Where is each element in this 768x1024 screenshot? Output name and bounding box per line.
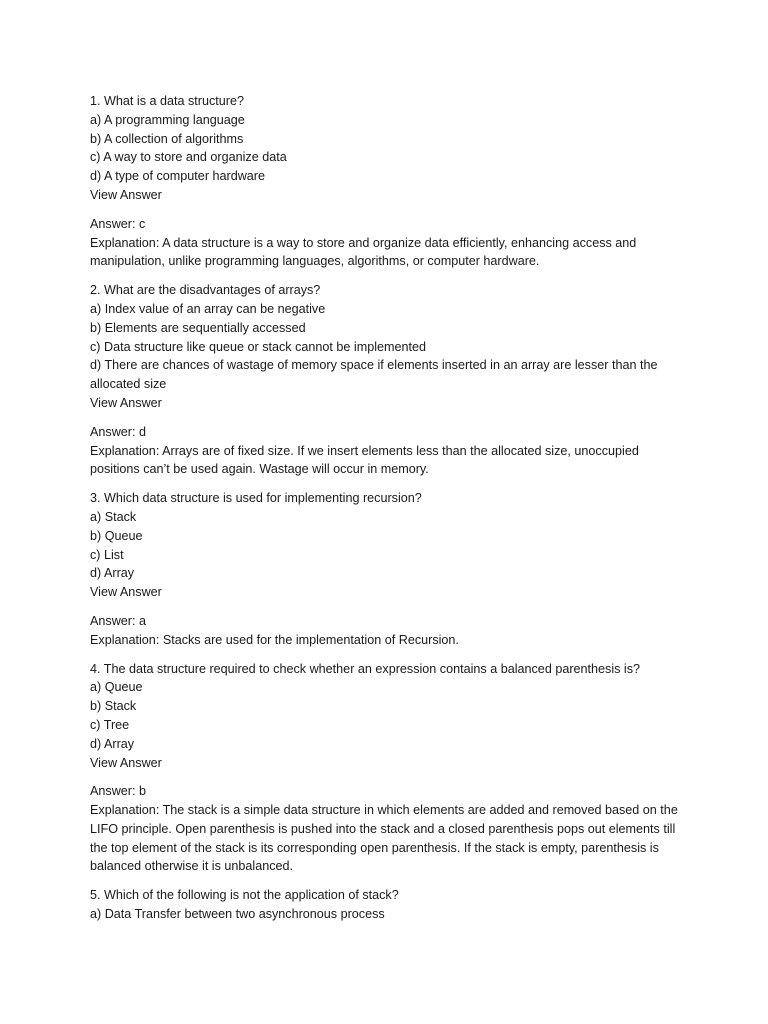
answer-block <box>90 215 690 271</box>
question-text: 3. Which data structure is used for implementing recursion? <box>90 491 422 506</box>
option-d: d) Array <box>90 736 135 751</box>
option-c: c) A way to store and organize data <box>90 150 287 165</box>
question-text: 2. What are the disadvantages of arrays? <box>90 283 321 298</box>
option-c: c) Data structure like queue or stack cannot be implemented <box>90 339 427 354</box>
answer-block <box>90 782 690 876</box>
option-a: a) Queue <box>90 680 143 695</box>
answer-block <box>90 423 690 479</box>
option-d: d) There are chances of wastage of memory space if elements inserted in an array are lesser than the allocated size <box>90 358 658 392</box>
answer-text: Answer: a <box>90 613 146 628</box>
option-a: a) A programming language <box>90 112 245 127</box>
question-block-1 <box>90 92 690 271</box>
question-block-4 <box>90 660 690 877</box>
option-a: a) Index value of an array can be negative <box>90 301 326 316</box>
option-c: c) Tree <box>90 717 130 732</box>
view-answer-link[interactable]: View Answer <box>90 755 162 770</box>
view-answer-link[interactable]: View Answer <box>90 187 162 202</box>
explanation-text: Explanation: Arrays are of fixed size. If we insert elements less than the allocated size, unoccupied positions can’t be used again. Wastage will occur in memory. <box>90 443 639 477</box>
option-b: b) Elements are sequentially accessed <box>90 320 306 335</box>
question-text: 4. The data structure required to check whether an expression contains a balanced parenthesis is? <box>90 661 641 676</box>
explanation-text: Explanation: The stack is a simple data structure in which elements are added and removed based on the LIFO principle. Open parenthesis is pushed into the stack and a closed parenthesis pops out elements till the top element of the stack is its corresponding open parenthesis. If the stack is empty, parenthesis is balanced otherwise it is unbalanced. <box>90 803 678 874</box>
option-b: b) A collection of algorithms <box>90 131 244 146</box>
option-a: a) Stack <box>90 509 137 524</box>
question-block-2 <box>90 281 690 479</box>
option-d: d) A type of computer hardware <box>90 169 266 184</box>
option-b: b) Queue <box>90 528 143 543</box>
explanation-text: Explanation: Stacks are used for the implementation of Recursion. <box>90 632 459 647</box>
explanation-text: Explanation: A data structure is a way to store and organize data efficiently, enhancing access and manipulation, unlike programming languages, algorithms, or computer hardware. <box>90 235 637 269</box>
answer-text: Answer: d <box>90 424 146 439</box>
option-a: a) Data Transfer between two asynchronous process <box>90 907 385 922</box>
answer-block <box>90 612 690 650</box>
question-block-5 <box>90 886 690 924</box>
question-block-3 <box>90 489 690 649</box>
option-d: d) Array <box>90 566 135 581</box>
question-text: 1. What is a data structure? <box>90 94 244 108</box>
answer-text: Answer: b <box>90 784 146 799</box>
document-page <box>90 92 690 924</box>
answer-text: Answer: c <box>90 216 146 231</box>
question-text: 5. Which of the following is not the application of stack? <box>90 888 399 903</box>
view-answer-link[interactable]: View Answer <box>90 585 162 600</box>
view-answer-link[interactable]: View Answer <box>90 395 162 410</box>
option-b: b) Stack <box>90 699 137 714</box>
option-c: c) List <box>90 547 124 562</box>
